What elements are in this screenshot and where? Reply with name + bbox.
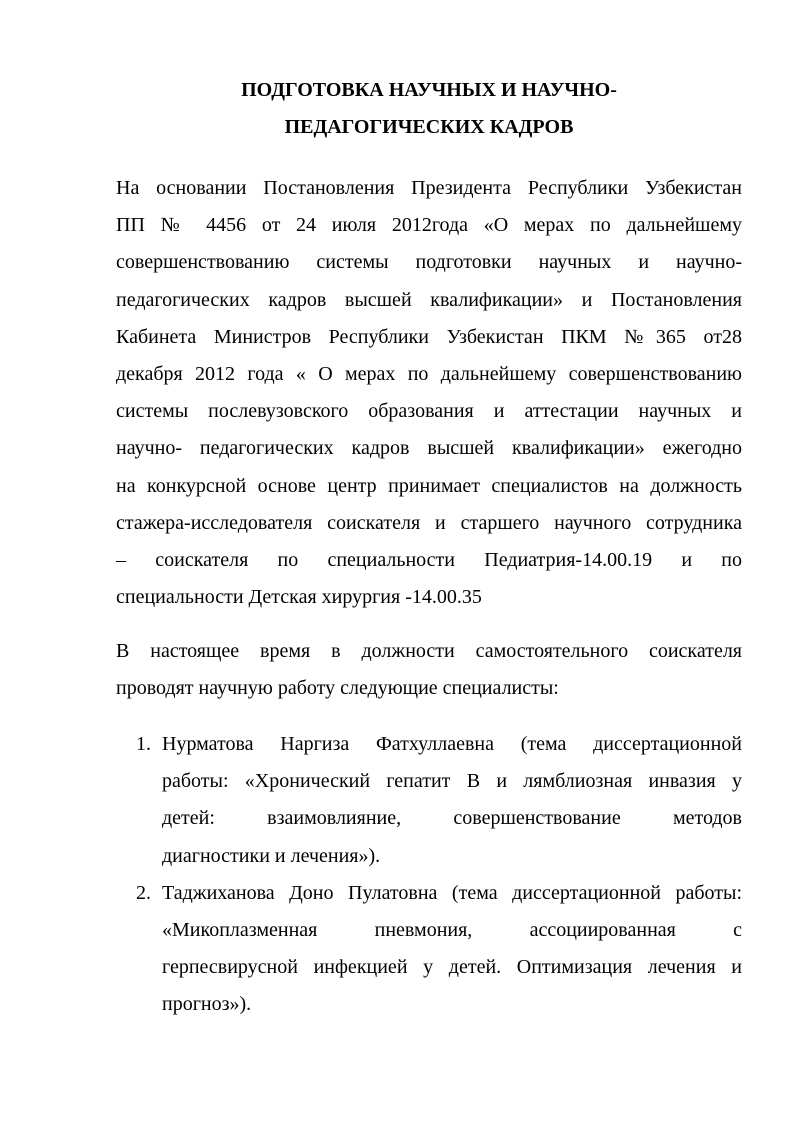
list-item-line: Нурматова Наргиза Фатхуллаевна (тема диссертационной bbox=[162, 733, 742, 755]
paragraph-current-specialists bbox=[116, 633, 742, 707]
specialists-list bbox=[116, 726, 742, 1024]
paragraph-line: проводят научную работу следующие специалисты: bbox=[116, 677, 559, 700]
list-item-line: диагностики и лечения»). bbox=[162, 844, 381, 867]
paragraph-line: В настоящее время в должности самостоятельного соискателя bbox=[116, 640, 742, 662]
paragraph-line: ПП № 4456 от 24 июля 2012года «О мерах по дальнейшему bbox=[116, 214, 742, 237]
paragraph-line: Кабинета Министров Республики Узбекистан ПКМ №365 от28 bbox=[116, 325, 742, 348]
paragraph-line: на конкурсной основе центр принимает специалистов на должность bbox=[116, 474, 742, 497]
paragraph-line: системы послевузовского образования и аттестации научных и bbox=[116, 400, 742, 423]
paragraph-line: совершенствованию системы подготовки научных и научно- bbox=[116, 251, 742, 274]
list-item-number: 1. bbox=[136, 733, 151, 755]
paragraph-decree-basis bbox=[116, 170, 742, 616]
list-item-line: работы: «Хронический гепатит В и лямблиозная инвазия у bbox=[162, 770, 742, 793]
list-item-number: 2. bbox=[136, 881, 151, 904]
list-item-line: «Микоплазменная пневмония, ассоциированная с bbox=[162, 919, 742, 942]
list-item-line: детей: взаимовлияние, совершенствование методов bbox=[162, 807, 742, 830]
paragraph-line: стажера-исследователя соискателя и старшего научного сотрудника bbox=[116, 511, 742, 534]
list-item-text bbox=[162, 875, 742, 1024]
list-item bbox=[116, 875, 742, 1024]
list-item-line: Таджиханова Доно Пулатовна (тема диссертационной работы: bbox=[162, 881, 742, 904]
paragraph-line: декабря 2012 года « О мерах по дальнейшему совершенствованию bbox=[116, 363, 742, 386]
paragraph-line: педагогических кадров высшей квалификации» и Постановления bbox=[116, 288, 742, 311]
title-line-1: ПОДГОТОВКА НАУЧНЫХ И НАУЧНО- bbox=[241, 79, 617, 101]
paragraph-line: На основании Постановления Президента Республики Узбекистан bbox=[116, 177, 742, 199]
list-item bbox=[116, 726, 742, 875]
list-item-text bbox=[162, 726, 742, 875]
title-line-2: ПЕДАГОГИЧЕСКИХ КАДРОВ bbox=[284, 116, 574, 138]
paragraph-line: специальности Детская хирургия -14.00.35 bbox=[116, 586, 482, 609]
paragraph-line: – соискателя по специальности Педиатрия-14.00.19 и по bbox=[116, 549, 742, 572]
document-title bbox=[116, 72, 742, 146]
list-item-line: прогноз»). bbox=[162, 993, 252, 1016]
paragraph-line: научно- педагогических кадров высшей квалификации» ежегодно bbox=[116, 437, 742, 460]
list-item-line: герпесвирусной инфекцией у детей. Оптимизация лечения и bbox=[162, 956, 742, 979]
